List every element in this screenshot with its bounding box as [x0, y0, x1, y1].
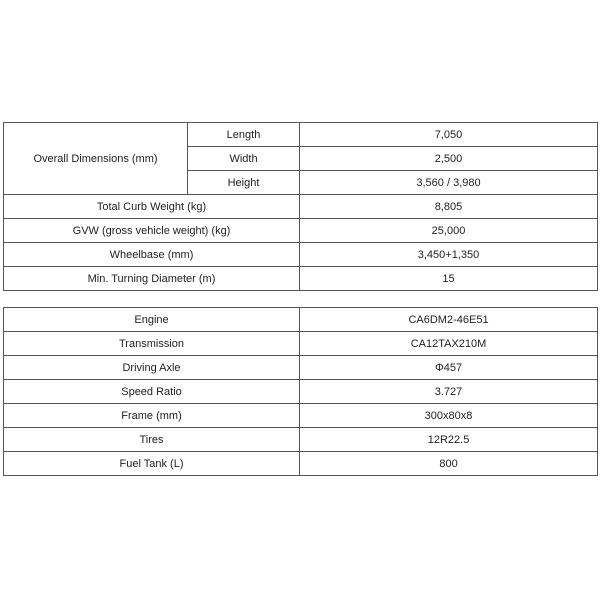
table-row: [4, 267, 598, 291]
turning-diameter-label: Min. Turning Diameter (m): [4, 267, 300, 291]
table-row: [4, 404, 598, 428]
table-row: [4, 219, 598, 243]
fuel-tank-label: Fuel Tank (L): [4, 452, 300, 476]
length-value: 7,050: [300, 123, 598, 147]
engine-label: Engine: [4, 308, 300, 332]
table-row: [4, 195, 598, 219]
table-row: [4, 428, 598, 452]
table-row: [4, 452, 598, 476]
powertrain-spec-table: [3, 307, 598, 476]
curb-weight-label: Total Curb Weight (kg): [4, 195, 300, 219]
wheelbase-value: 3,450+1,350: [300, 243, 598, 267]
speed-ratio-value: 3.727: [300, 380, 598, 404]
driving-axle-label: Driving Axle: [4, 356, 300, 380]
frame-label: Frame (mm): [4, 404, 300, 428]
gvw-value: 25,000: [300, 219, 598, 243]
curb-weight-value: 8,805: [300, 195, 598, 219]
fuel-tank-value: 800: [300, 452, 598, 476]
tires-value: 12R22.5: [300, 428, 598, 452]
table-row: [4, 308, 598, 332]
table-row: [4, 356, 598, 380]
table-row: [4, 123, 598, 147]
overall-dimensions-label: Overall Dimensions (mm): [4, 123, 188, 195]
driving-axle-value: Φ457: [300, 356, 598, 380]
width-label: Width: [188, 147, 300, 171]
transmission-label: Transmission: [4, 332, 300, 356]
wheelbase-label: Wheelbase (mm): [4, 243, 300, 267]
frame-value: 300x80x8: [300, 404, 598, 428]
height-value: 3,560 / 3,980: [300, 171, 598, 195]
engine-value: CA6DM2-46E51: [300, 308, 598, 332]
speed-ratio-label: Speed Ratio: [4, 380, 300, 404]
table-row: [4, 332, 598, 356]
dimensions-spec-table: [3, 122, 598, 291]
width-value: 2,500: [300, 147, 598, 171]
tires-label: Tires: [4, 428, 300, 452]
length-label: Length: [188, 123, 300, 147]
table-row: [4, 243, 598, 267]
table-row: [4, 380, 598, 404]
turning-diameter-value: 15: [300, 267, 598, 291]
transmission-value: CA12TAX210M: [300, 332, 598, 356]
height-label: Height: [188, 171, 300, 195]
gvw-label: GVW (gross vehicle weight) (kg): [4, 219, 300, 243]
